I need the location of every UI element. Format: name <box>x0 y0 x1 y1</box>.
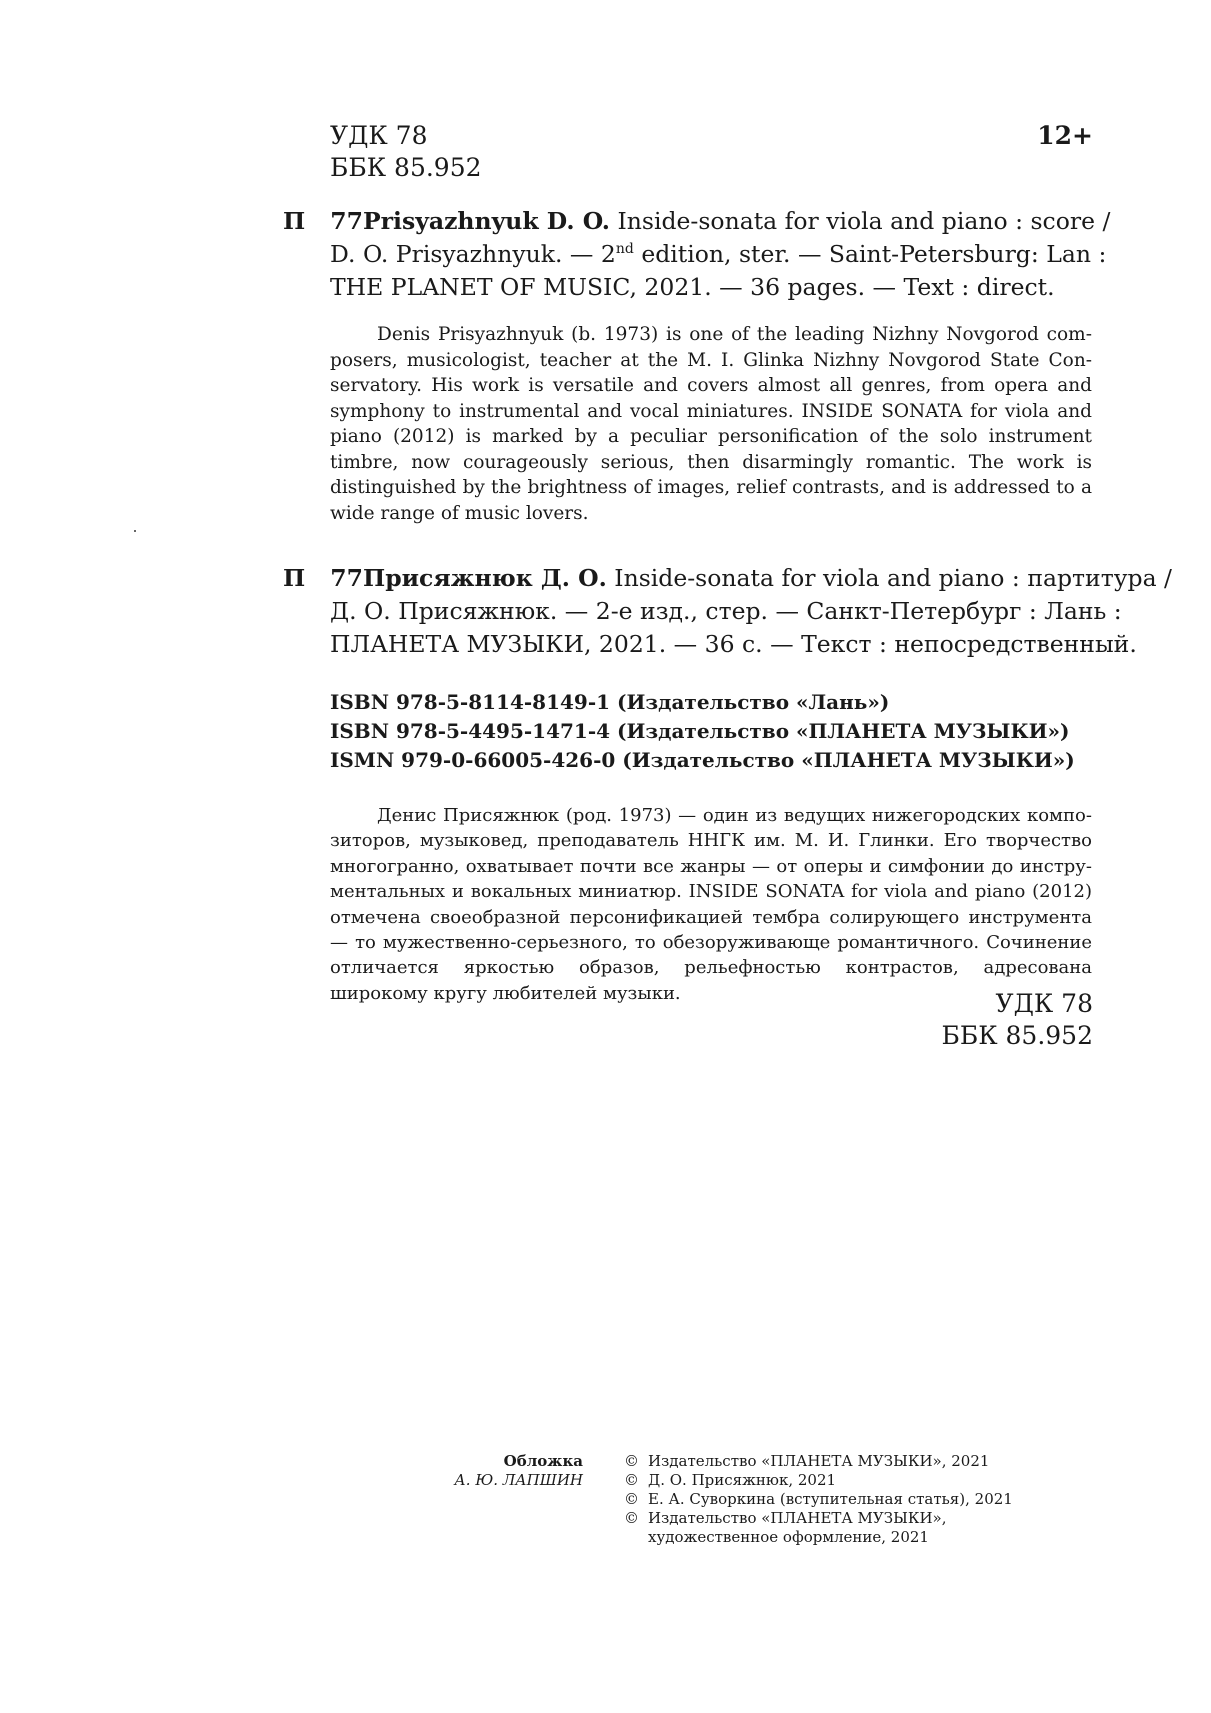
classification-top <box>330 120 482 184</box>
annotation-en <box>330 322 1092 526</box>
entry-ru-line-2: Д. О. Присяжнюк. — 2-е изд., стер. — Санкт-Петербург : Лань : <box>330 597 1122 625</box>
cover-label: Обложка <box>503 1452 583 1470</box>
isbn-planet: ISBN 978-5-4495-1471-4 (Издательство «ПЛАНЕТА МУЗЫКИ») <box>330 719 1070 743</box>
author-name: Присяжнюк Д. О. <box>363 564 607 592</box>
annotation-en-text: Denis Prisyazhnyuk (b. 1973) is one of the leading Nizhny Novgorod composers, musicologist, teacher at the M. I. Glinka Nizhny Novgorod State Conservatory. His work is versatile and covers almost all genres, from opera and symphony to instrumental and vocal miniatures. INSIDE SONATA for viola and piano (2012) is marked by a peculiar personification of the solo instrument timbre, now courageously serious, then disarmingly romantic. The work is distinguished by the brightness of images, relief contrasts, and is addressed to a wide range of music lovers. <box>330 324 1092 524</box>
margin-dot <box>134 530 136 532</box>
copyright-item: © Е. А. Суворкина (вступительная статья), 2021 <box>624 1490 1013 1508</box>
entry-title: Inside-sonata for viola and piano : score / <box>617 207 1111 235</box>
age-rating: 12+ <box>1037 121 1093 150</box>
copyright-item: © Издательство «ПЛАНЕТА МУЗЫКИ», 2021 <box>624 1452 990 1470</box>
copyright-continuation: художественное оформление, 2021 <box>648 1528 929 1546</box>
udk-code: УДК 78 <box>995 989 1093 1018</box>
copyright-icon: © <box>624 1452 639 1470</box>
author-name: Prisyazhnyuk D. O. <box>363 207 610 235</box>
classification-bottom <box>941 988 1093 1052</box>
cover-credit <box>380 1452 583 1490</box>
entry-ru-line-1 <box>283 562 1172 595</box>
bbk-code: ББК 85.952 <box>330 153 482 182</box>
ismn-planet: ISMN 979-0-66005-426-0 (Издательство «ПЛАНЕТА МУЗЫКИ») <box>330 748 1075 772</box>
copyright-icon: © <box>624 1471 639 1489</box>
isbn-block <box>330 688 1075 775</box>
author-sign-code: П 77 <box>283 564 363 592</box>
copyright-list <box>624 1452 1013 1547</box>
isbn-lan: ISBN 978-5-8114-8149-1 (Издательство «Лань») <box>330 690 890 714</box>
copyright-item: © Издательство «ПЛАНЕТА МУЗЫКИ», <box>624 1509 947 1527</box>
copyright-icon: © <box>624 1490 639 1508</box>
bbk-code: ББК 85.952 <box>941 1021 1093 1050</box>
bibliographic-entry-en <box>283 205 1111 304</box>
cover-designer: А. Ю. ЛАПШИН <box>454 1471 583 1489</box>
entry-title: Inside-sonata for viola and piano : партитура / <box>614 564 1172 592</box>
copyright-item: © Д. О. Присяжнюк, 2021 <box>624 1471 837 1489</box>
entry-ru-line-3: ПЛАНЕТА МУЗЫКИ, 2021. — 36 с. — Текст : непосредственный. <box>330 630 1137 658</box>
udk-code: УДК 78 <box>330 121 428 150</box>
entry-en-line-1 <box>283 205 1111 238</box>
copyright-icon: © <box>624 1509 639 1527</box>
entry-en-line-2: D. O. Prisyazhnyuk. — 2nd edition, ster. — Saint-Petersburg: Lan : <box>330 240 1107 268</box>
annotation-ru-text: Денис Присяжнюк (род. 1973) — один из ведущих нижегородских композиторов, музыковед, преподаватель ННГК им. М. И. Глинки. Его творчество многогранно, охватывает почти все жанры — от оперы и симфонии до инструментальных и вокальных миниатюр. INSIDE SONATA for viola and piano (2012) отмечена своеобразной персонификацией тембра солирующего инструмента — то мужественно-серьезного, то обезоруживающе романтичного. Сочинение отличается яркостью образов, рельефностью контрастов, адресована широкому кругу любителей музыки. <box>330 805 1092 1004</box>
author-sign-code: П 77 <box>283 207 363 235</box>
bibliographic-entry-ru <box>283 562 1172 661</box>
entry-en-line-3: THE PLANET OF MUSIC, 2021. — 36 pages. — Text : direct. <box>330 273 1055 301</box>
annotation-ru <box>330 803 1092 1006</box>
